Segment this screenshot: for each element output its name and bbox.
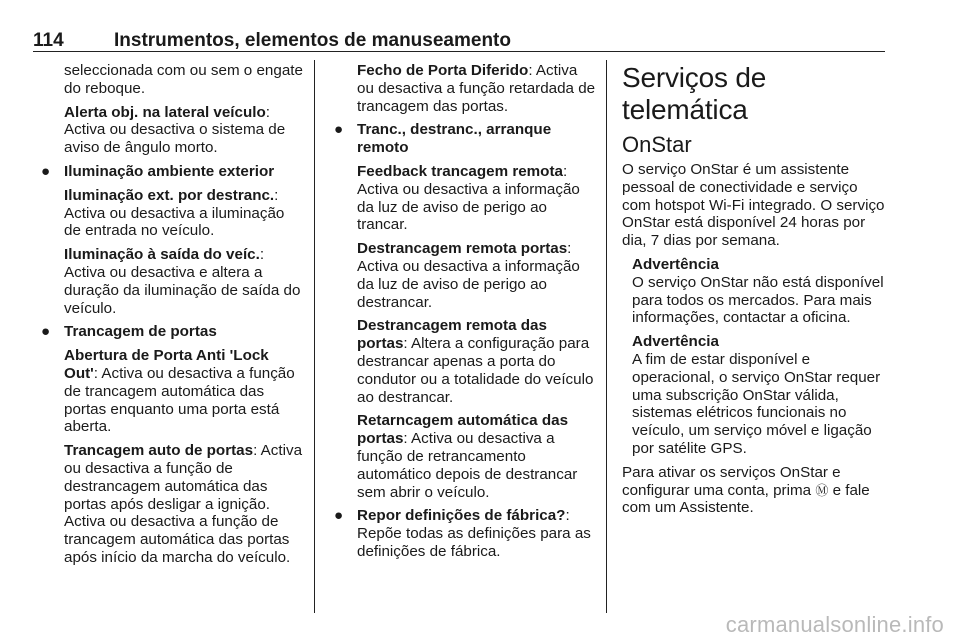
running-title: Instrumentos, elementos de manuseamento (114, 30, 511, 51)
bullet-item-repor: ● Repor definições de fábrica?: Repõe todas as definições para as definições de fábrica. (334, 507, 591, 560)
setting-anti-lock-out: Abertura de Porta Anti 'Lock Out': Activa ou desactiva a função de trancagem automática das portas enquanto uma porta está aberta. (64, 347, 295, 436)
header-rule (33, 51, 885, 52)
section-heading: Serviços de telemática (622, 62, 767, 125)
page-number: 114 (33, 30, 64, 51)
bullet-dot-icon: ● (41, 162, 51, 180)
bullet-dot-icon: ● (334, 121, 344, 139)
paragraph-activate: Para ativar os serviços OnStar e configurar uma conta, prima Ⓜ e fale com um Assistente. (622, 463, 870, 517)
column-divider-2 (606, 60, 607, 613)
column-divider-1 (314, 60, 315, 613)
paragraph: seleccionada com ou sem o engate do reboque. (64, 62, 303, 97)
setting-destrancagem-remota-portas: Destrancagem remota das portas: Altera a configuração para destrancar apenas a porta do condutor ou a totalidade do veículo ao destrancar. (357, 317, 594, 406)
setting-iluminacao-destranc: Iluminação ext. por destranc.: Activa ou desactiva a iluminação de entrada no veículo. (64, 186, 285, 240)
setting-retrancagem: Retarncagem automática das portas: Activa ou desactiva a função de retrancamento automático depois de destrancar sem abrir o veículo. (357, 412, 578, 501)
setting-iluminacao-saida: Iluminação à saída do veíc.: Activa ou desactiva e altera a duração da iluminação de saída do veículo. (64, 246, 301, 317)
column-3 (622, 62, 890, 523)
setting-destrancagem-remota: Destrancagem remota portas: Activa ou desactiva a informação da luz de aviso de perigo ao destrancar. (357, 240, 580, 311)
page-header (33, 30, 885, 52)
setting-alerta-obj: Alerta obj. na lateral veículo: Activa ou desactiva o sistema de aviso de ângulo morto. (64, 103, 286, 157)
setting-fecho-diferido: Fecho de Porta Diferido: Activa ou desactiva a função retardada de trancagem das portas. (357, 62, 596, 115)
column-1 (40, 62, 305, 573)
onstar-voice-button-icon: Ⓜ (815, 482, 829, 498)
setting-trancagem-auto: Trancagem auto de portas: Activa ou desactiva a função de destrancagem automática das portas após desligar a ignição. Activa ou desactiva a função de trancagem automática das portas após início da marcha do veículo. (64, 442, 303, 566)
column-2 (333, 62, 597, 567)
bullet-item-remoto: ● Tranc., destranc., arranque remoto (334, 121, 552, 157)
bullet-dot-icon: ● (41, 323, 51, 341)
subsection-heading: OnStar (622, 132, 692, 157)
paragraph: O serviço OnStar é um assistente pessoal de conectividade e serviço com hotspot Wi-Fi integrado. O serviço OnStar está disponível 24 horas por dia, 7 dias por semana. (622, 161, 885, 250)
warning-2: Advertência A fim de estar disponível e operacional, o serviço OnStar requer uma subscrição OnStar válida, sistemas elétricos funcionais no veículo, um serviço móvel e ligação por satélite GPS. (632, 333, 881, 457)
warning-1: Advertência O serviço OnStar não está disponível para todos os mercados. Para mais informações, contactar a oficina. (632, 255, 884, 327)
bullet-dot-icon: ● (334, 507, 344, 525)
setting-feedback-trancagem: Feedback trancagem remota: Activa ou desactiva a informação da luz de aviso de perigo ao trancar. (357, 162, 580, 234)
bullet-item-iluminacao: ● Iluminação ambiente exterior (41, 162, 275, 180)
watermark: carmanualsonline.info (725, 612, 944, 637)
bullet-item-trancagem: ● Trancagem de portas (41, 323, 217, 341)
